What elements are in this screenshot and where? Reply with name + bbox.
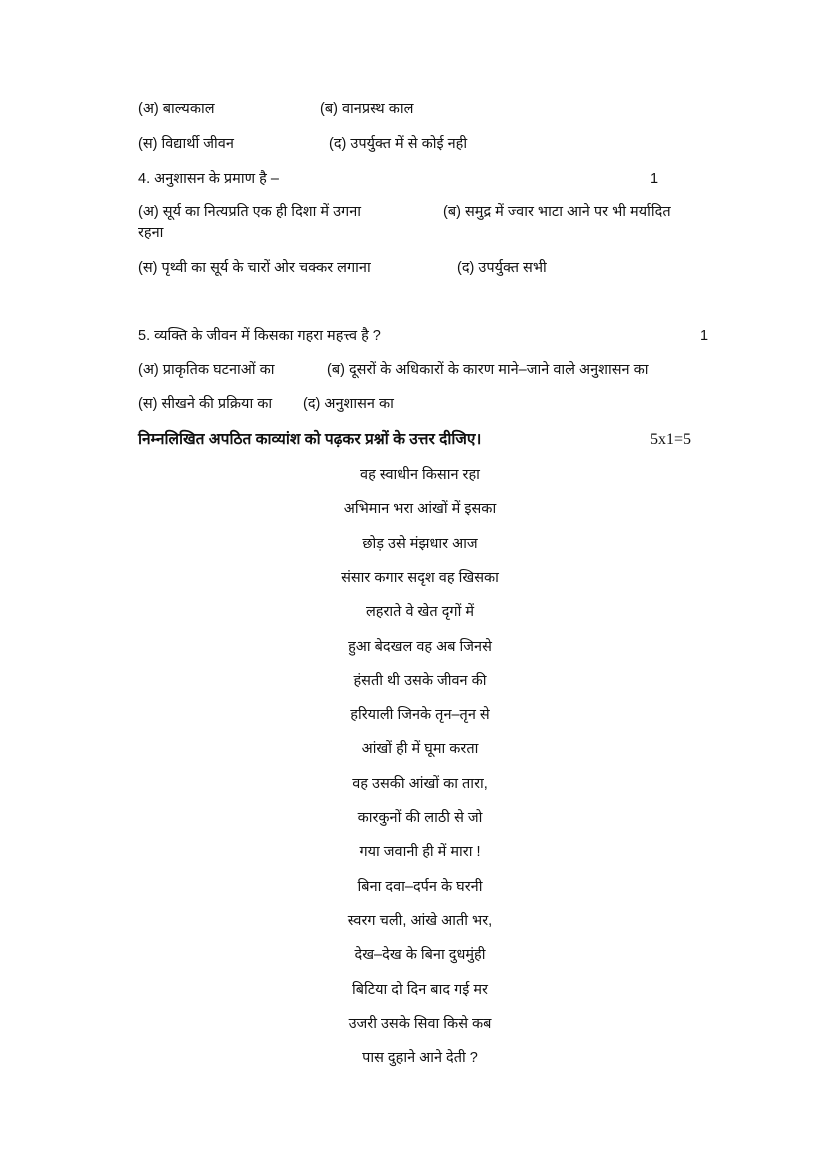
section-marks: 5x1=5 (650, 431, 692, 448)
q4-marks: 1 (650, 171, 659, 187)
q4-question: 4. अनुशासन के प्रमाण है – (138, 171, 279, 187)
q5-marks: 1 (700, 328, 709, 344)
poem-line: बिटिया दो दिन बाद गई मर (352, 981, 488, 998)
poem-line: देख–देख के बिना दुधमुंही (354, 947, 486, 964)
section-heading: निम्नलिखित अपठित काव्यांश को पढ़कर प्रश्नों के उत्तर दीजिए। (138, 431, 482, 448)
poem-line: कारकुनों की लाठी से जो (357, 810, 483, 826)
q4-option-d: (द) उपर्युक्त सभी (457, 260, 547, 276)
poem-line: पास दुहाने आने देती ? (362, 1050, 478, 1067)
poem-line: गया जवानी ही में मारा ! (359, 844, 481, 861)
q3-option-a: (अ) बाल्यकाल (138, 101, 215, 117)
q5-option-c: (स) सीखने की प्रक्रिया का (138, 396, 273, 412)
poem-line: वह स्वाधीन किसान रहा (360, 467, 480, 483)
q5-option-d: (द) अनुशासन का (303, 396, 394, 412)
poem-line: वह उसकी आंखों का तारा, (352, 775, 488, 792)
poem-line: छोड़ उसे मंझधार आज (362, 535, 478, 552)
q5-option-a: (अ) प्राकृतिक घटनाओं का (138, 362, 275, 378)
q4-option-c: (स) पृथ्वी का सूर्य के चारों ओर चक्कर लगाना (138, 260, 371, 276)
q5-question: 5. व्यक्ति के जीवन में किसका गहरा महत्त्व है ? (138, 328, 381, 344)
q3-option-d: (द) उपर्युक्त में से कोई नही (329, 136, 468, 152)
poem-line: उजरी उसके सिवा किसे कब (348, 1015, 492, 1032)
poem-line: हंसती थी उसके जीवन की (353, 672, 487, 689)
q3-option-b: (ब) वानप्रस्थ काल (320, 101, 414, 117)
poem-line: बिना दवा–दर्पन के घरनी (357, 878, 483, 895)
poem-line: हरियाली जिनके तृन–तृन से (350, 707, 490, 724)
q3-option-c: (स) विद्यार्थी जीवन (138, 136, 234, 152)
q4-option-b: (ब) समुद्र में ज्वार भाटा आने पर भी मर्यादित (443, 204, 671, 220)
poem-line: संसार कगार सदृश वह खिसका (341, 569, 499, 586)
poem-line: आंखों ही में घूमा करता (361, 741, 479, 758)
poem-line: स्वरग चली, आंखे आती भर, (347, 912, 493, 929)
poem-line: लहराते वे खेत दृगों में (365, 604, 475, 621)
q4-option-b-continued: रहना (138, 225, 164, 241)
q5-option-b: (ब) दूसरों के अधिकारों के कारण माने–जाने वाले अनुशासन का (327, 362, 649, 378)
poem-line: अभिमान भरा आंखों में इसका (343, 501, 497, 518)
q4-option-a: (अ) सूर्य का नित्यप्रति एक ही दिशा में उगना (138, 204, 362, 220)
poem-line: हुआ बेदखल वह अब जिनसे (348, 638, 492, 655)
